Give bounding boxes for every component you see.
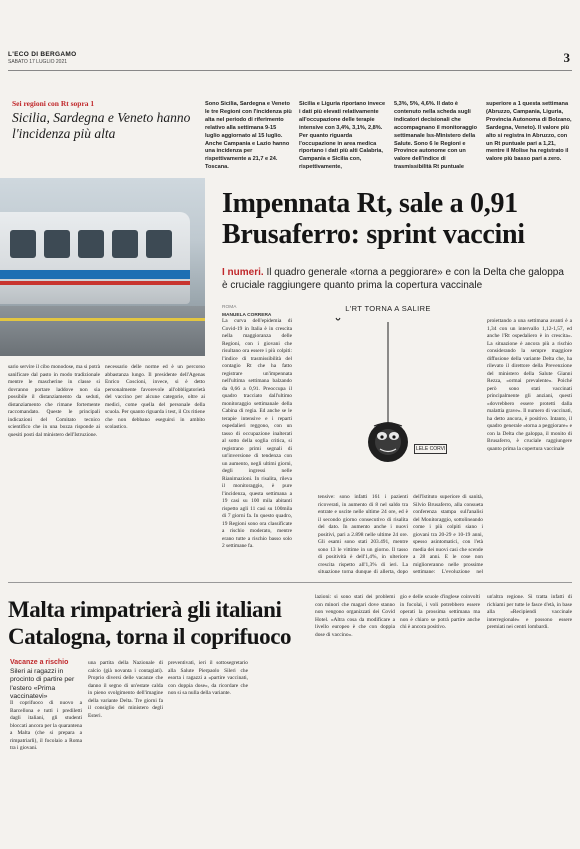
article-column: gio e delle scuole d'inglese coinvolti in focolai, i voli potrebbero essere operati la prossima settimana ma non è chiaro se potrà partire anche chi è ancora positivo. [400,594,480,630]
second-headline: Malta rimpatrierà gli italiani Catalogna, torna il coprifuoco [8,597,292,649]
article-column: necessario delle norme ed è un percorso abbastanza lungo. Il presidente dell'Agenas Enrico Coscioni, invece, si è detto personalmente favorevole all'obbligatorietà del vaccino per alcune categorie, oltre ai medici, come quella del personale della scuola. Per quanto riguarda i test, il Cts ritiene che non debbano eseguirsi in ambito scolastico. [105,364,205,430]
second-subtitle: Sileri ai ragazzi in procinto di partire per l'estero «Prima vaccinatevi» [10,668,75,701]
article-column: proiettando a una settimana avanti è a 1,34 con un intervallo 1,12-1,57, ed anche l'Rt ospedaliero è in crescita». La situazione è ancora più a rischio considerando la sempre maggiore diffusione della variante Delta che, ha rilevato il direttore della Prevenzione del ministero della Salute Gianni Rezza, «ormai prevalente». Poiché però sono stati vaccinati principalmente gli anziani, questi «dovrebbero essere protetti dalla malattia grave». Il numero di vaccinati, ha detto ancora, è positivo. Intanto, il quadro generale «torna a peggiorare» e con la Delta che galoppa, il monito di Brusaferro, è cruciale raggiungere quanto prima la copertura vaccinale [487,318,572,452]
brief-paragraph: Sicilia e Liguria riportano invece i dati più elevati relativamente all'occupazione delle terapie intensive con 3,4%, 3,1%, 2,8%. Per quanto riguarda l'occupazione in area medica riportano i dati più alti Calabria, Campania e Sicilia con, rispettivamente, [299,101,386,171]
platform-line [0,318,205,321]
article-column: preventivati, ieri il sottosegretario alla Salute Pierpaolo Sileri che esorta i ragazzi a «partire vaccinati, con doppia dose», da ricordare che non si sa nulla della variante. [168,660,248,696]
article-column: tensive: sono infatti 161 i pazienti ricoverati, in aumento di 8 nel saldo tra entrate e uscite nelle ultime 24 ore, ed è il secondo giorno consecutivo di risalita del dato. In aumento anche i nuovi positivi, pari a 2.898 nelle ultime 24 ore. Gli esami sono stati 203.491, mentre sono 13 le vittime in un giorno. Il tasso di positività è dell'1,4%, in ulteriore crescita rispetto all'1,3% di ieri. La situazione torna dunque di allerta, dopo [318,494,408,575]
article-column: sario servire il cibo monodose, ma si potrà sanificare dal pasto in modo tradizionale mentre le mascherine in classe si dovranno portare laddove non sia possibile il distanziamento da seduti, distanziamento che rimane fortemente raccomandato. Queste le principali indicazioni del Comitato tecnico scientifico che in una bozza risponde ai quesiti posti dal ministero dell'Istruzione. [8,364,100,438]
train-window [78,230,104,258]
masthead [8,51,572,71]
second-kicker: Vacanze a rischio [10,659,69,666]
brief-paragraph: Sono Sicilia, Sardegna e Veneto le tre Regioni con l'incidenza più alta nel periodo di riferimento relativo alla settimana 9-15 luglio aggiornato al 15 luglio. Anche Campania e Lazio hanno una incidenza per rispettivamente a 21,7 e 24. Toscana. [205,101,292,171]
train-stripe [0,281,190,285]
train-window [112,230,138,258]
article-column: lazioni: si sono stati dei problemi con minori che magari dove stanno non vengono organizzati dei Covid Hotel. «Altra cosa da modificare a livello europeo è che con doppia dose di vaccino». [315,594,395,638]
train-window [146,230,172,258]
page-number: 3 [563,50,570,65]
byline-author: MANUELA CORRERA [222,313,272,318]
byline [222,305,282,318]
deck-lead: I numeri. [222,267,264,278]
sidebar-kicker: Sei regioni con Rt sopra 1 [12,99,95,108]
cartoon [318,304,458,494]
train-stripe [0,270,190,279]
train-window [44,230,70,258]
sidebar-title: Sicilia, Sardegna e Veneto hanno l'incidenza più alta [12,110,191,141]
article-column: un'altra regione. Si tratta infatti di richiami per tutte le fasce d'età, in base alla «Recipiendi vaccinale interregionale» e possono essere premiati nei centri lombardi. [487,594,572,630]
article-column: dell'Istituto superiore di sanità, Silvio Brusaferro, alla consueta conferenza stampa sull'analisi del Monitoraggio, sottolineando come i più colpiti siano i giovani tra 20-29 e 10-19 anni, spesso asintomatici, con l'età media dei nuovi casi che scende a 28 anni. E le cose non miglioreranno nelle prossime settimane: L'evoluzione nel [413,494,483,575]
platform [0,306,205,356]
yo-yo-illustration [318,304,458,494]
article-column: una partita della Nazionale di calcio (già novanta i contagiati). Proprio diversi delle vacanze che danno il segno di un'estate calda in pieno svolgimento dell'imagine della variante Delta. Tre giorni fa il consiglio del ministero degli Esteri. [88,660,163,719]
newspaper-name: L'ECO DI BERGAMO [8,51,77,58]
issue-date: SABATO 17 LUGLIO 2021 [8,59,68,65]
cartoon-caption: L'RT TORNA A SALIRE [345,304,431,313]
cartoon-signature: LELE CORVI [416,446,446,452]
section-divider [8,582,572,583]
brief-paragraph: superiore a 1 questa settimana (Abruzzo, Campania, Liguria, Provincia Autonoma di Bolzano, Sardegna, Veneto). Il valore più alto si registra in Abruzzo, con un Rt puntuale pari a 1,21, mentre il Molise ha registrato il valore più basso pari a zero. [486,101,572,163]
deck-text: Il quadro generale «torna a peggiorare» e con la Delta che galoppa è cruciale raggiungere quanto prima la copertura vaccinale [222,267,564,291]
main-deck [222,266,572,292]
train-photo [0,178,205,356]
article-column: La curva dell'epidemia di Covid-19 in Italia è in crescita nella maggioranza delle Regioni, con i giovani che risultano ora essere i più colpiti: l'indice di trasmissibilità del contagio Rt che ha fatto registrare un'impennata nell'ultima settimana balzando da 0,66 a 0,91. Preoccupa il quadro tracciato dall'ultimo monitoraggio settimanale della Cabina di regia. Ed anche se le terapie intensive e i reparti ospedalieri reggono, con un tasso di occupazione inalterati al sotto della soglia critica, si registrano primi segnali di un'inversione di tendenza con un aumento, negli ultimi giorni, degli ingressi nelle Rianimazioni. In risalita, rileva il monitoraggio, è pure l'incidenza, questa settimana a 19 casi su 100 mila abitanti rispetto agli 11 casi su 100mila di 7 giorni fa. In questo quadro, 19 Regioni sono ora classificate a rischio moderato, mentre erano tutte a rischio basso solo 2 settimane fa. [222,318,292,549]
byline-location: ROMA [222,305,237,310]
train-illustration [0,212,190,304]
main-headline: Impennata Rt, sale a 0,91 Brusaferro: sprint vaccini [222,188,525,250]
train-window [10,230,36,258]
article-column: Il coprifuoco di nuovo a Barcellona e tutti i prediletti dagli italiani, gli studenti bloccati ancora per la quarantena a Malta (che si prepara a rimpatriarli), il focolaio a Roma tra i giovani. [10,700,82,751]
brief-paragraph: 5,3%, 5%, 4,6%. Il dato è contenuto nella scheda sugli indicatori decisionali che accompagnano il monitoraggio settimanale Iss-Ministero della Salute. Sono 6 le Regioni e Province autonome con un valore dell'indice di trasmissibilità Rt puntuale [394,101,477,171]
